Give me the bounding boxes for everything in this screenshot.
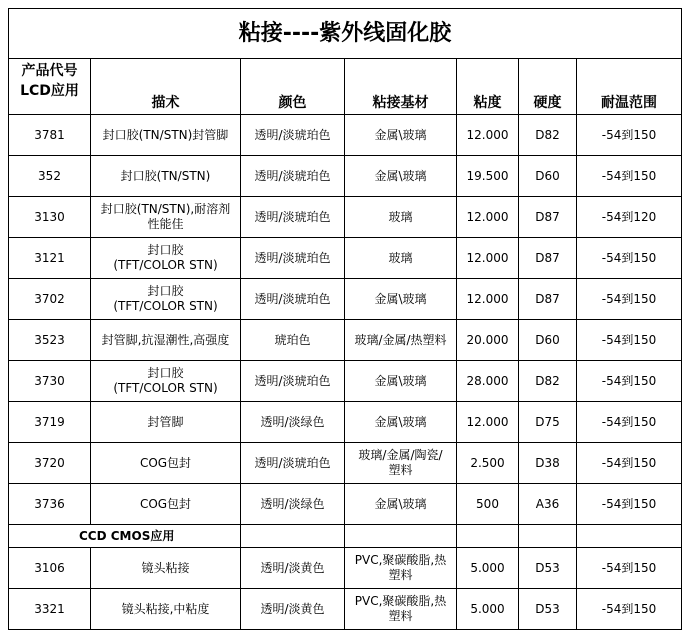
cell-color: 透明/淡绿色 <box>241 402 345 443</box>
cell-desc-line: 封口胶(TN/STN) <box>120 168 211 183</box>
cell-code: 352 <box>9 156 91 197</box>
cell-temp: -54到150 <box>577 402 682 443</box>
header-viscosity: 粘度 <box>457 59 519 115</box>
cell-viscosity: 28.000 <box>457 361 519 402</box>
cell-color: 透明/淡琥珀色 <box>241 238 345 279</box>
cell-temp: -54到120 <box>577 197 682 238</box>
cell-temp: -54到150 <box>577 443 682 484</box>
cell-desc-line: COG包封 <box>139 496 192 511</box>
cell-desc <box>91 402 241 443</box>
cell-temp: -54到150 <box>577 156 682 197</box>
cell-desc <box>91 589 241 630</box>
table-row <box>9 361 682 402</box>
cell-substrate-line: 玻璃/金属/热塑料 <box>354 332 447 347</box>
spec-sheet <box>8 8 681 630</box>
cell-desc-line: 封管脚,抗湿潮性,高强度 <box>101 332 230 347</box>
cell-viscosity: 12.000 <box>457 115 519 156</box>
cell-color: 琥珀色 <box>241 320 345 361</box>
section-row <box>9 525 682 548</box>
cell-hardness: D87 <box>519 238 577 279</box>
cell-substrate-line: 金属\玻璃 <box>374 291 427 306</box>
table-row <box>9 115 682 156</box>
section-empty-cell <box>519 525 577 548</box>
header-code-line1: 产品代号 <box>21 63 78 79</box>
cell-hardness: A36 <box>519 484 577 525</box>
cell-substrate <box>345 279 457 320</box>
cell-substrate <box>345 238 457 279</box>
cell-substrate-line: 金属\玻璃 <box>374 496 427 511</box>
table-row <box>9 443 682 484</box>
cell-viscosity: 12.000 <box>457 238 519 279</box>
header-code-line2: LCD应用 <box>20 83 79 99</box>
cell-temp: -54到150 <box>577 589 682 630</box>
cell-desc-line: COG包封 <box>139 455 192 470</box>
cell-substrate <box>345 115 457 156</box>
cell-desc-line: (TFT/COLOR STN) <box>113 299 218 313</box>
cell-desc-line: 封口胶(TN/STN),耐溶剂 <box>100 202 231 216</box>
cell-desc <box>91 238 241 279</box>
table-row <box>9 279 682 320</box>
cell-color: 透明/淡琥珀色 <box>241 443 345 484</box>
cell-hardness: D53 <box>519 589 577 630</box>
cell-desc <box>91 443 241 484</box>
cell-desc <box>91 484 241 525</box>
cell-substrate <box>345 589 457 630</box>
section-empty-cell <box>577 525 682 548</box>
ccd-rows <box>9 548 682 630</box>
adhesive-table <box>8 8 682 630</box>
cell-viscosity: 12.000 <box>457 197 519 238</box>
cell-viscosity: 19.500 <box>457 156 519 197</box>
cell-temp: -54到150 <box>577 279 682 320</box>
cell-code: 3321 <box>9 589 91 630</box>
cell-code: 3736 <box>9 484 91 525</box>
header-code <box>9 59 91 115</box>
cell-desc <box>91 320 241 361</box>
cell-viscosity: 500 <box>457 484 519 525</box>
table-row <box>9 402 682 443</box>
cell-color: 透明/淡绿色 <box>241 484 345 525</box>
cell-code: 3719 <box>9 402 91 443</box>
cell-desc-line: 封口胶(TN/STN)封管脚 <box>102 127 229 142</box>
cell-code: 3720 <box>9 443 91 484</box>
cell-substrate-line: 金属\玻璃 <box>374 414 427 429</box>
cell-substrate-line: 玻璃 <box>388 209 413 224</box>
cell-temp: -54到150 <box>577 320 682 361</box>
ccd-section <box>9 525 682 548</box>
cell-hardness: D60 <box>519 320 577 361</box>
section-empty-cell <box>241 525 345 548</box>
cell-substrate <box>345 320 457 361</box>
cell-desc-line: (TFT/COLOR STN) <box>113 258 218 272</box>
cell-code: 3106 <box>9 548 91 589</box>
table-row <box>9 156 682 197</box>
cell-code: 3121 <box>9 238 91 279</box>
cell-color: 透明/淡琥珀色 <box>241 115 345 156</box>
header-hardness: 硬度 <box>519 59 577 115</box>
cell-desc-line: 性能佳 <box>147 217 184 231</box>
cell-desc <box>91 279 241 320</box>
cell-temp: -54到150 <box>577 238 682 279</box>
cell-substrate-line: PVC,聚碳酸脂,热 <box>354 553 447 567</box>
cell-hardness: D75 <box>519 402 577 443</box>
cell-hardness: D60 <box>519 156 577 197</box>
section-empty-cell <box>457 525 519 548</box>
section-label: CCD CMOS应用 <box>9 525 241 548</box>
table-row <box>9 197 682 238</box>
cell-substrate <box>345 197 457 238</box>
cell-hardness: D38 <box>519 443 577 484</box>
cell-code: 3781 <box>9 115 91 156</box>
table-row <box>9 548 682 589</box>
cell-desc-line: 镜头粘接 <box>141 560 190 575</box>
cell-substrate-line: 塑料 <box>388 463 413 477</box>
cell-temp: -54到150 <box>577 361 682 402</box>
cell-substrate-line: PVC,聚碳酸脂,热 <box>354 594 447 608</box>
cell-substrate <box>345 402 457 443</box>
cell-substrate-line: 金属\玻璃 <box>374 127 427 142</box>
lcd-rows <box>9 115 682 525</box>
table-row <box>9 320 682 361</box>
cell-substrate-line: 玻璃 <box>388 250 413 265</box>
cell-substrate <box>345 361 457 402</box>
header-desc: 描术 <box>91 59 241 115</box>
cell-color: 透明/淡琥珀色 <box>241 197 345 238</box>
cell-color: 透明/淡琥珀色 <box>241 156 345 197</box>
section-empty-cell <box>345 525 457 548</box>
cell-desc <box>91 156 241 197</box>
cell-temp: -54到150 <box>577 484 682 525</box>
cell-color: 透明/淡黄色 <box>241 548 345 589</box>
table-row <box>9 238 682 279</box>
cell-code: 3130 <box>9 197 91 238</box>
cell-viscosity: 12.000 <box>457 279 519 320</box>
cell-viscosity: 5.000 <box>457 589 519 630</box>
header-temp: 耐温范围 <box>577 59 682 115</box>
cell-desc-line: 镜头粘接,中粘度 <box>121 601 210 616</box>
cell-code: 3730 <box>9 361 91 402</box>
header-color: 颜色 <box>241 59 345 115</box>
cell-desc <box>91 115 241 156</box>
cell-desc <box>91 197 241 238</box>
header-row <box>9 59 682 115</box>
table-row <box>9 589 682 630</box>
cell-code: 3523 <box>9 320 91 361</box>
cell-desc-line: 封管脚 <box>147 414 184 429</box>
cell-substrate <box>345 548 457 589</box>
cell-substrate <box>345 156 457 197</box>
cell-substrate-line: 玻璃/金属/陶瓷/ <box>358 448 443 462</box>
cell-substrate <box>345 484 457 525</box>
cell-hardness: D87 <box>519 279 577 320</box>
header-substrate: 粘接基材 <box>345 59 457 115</box>
cell-desc <box>91 361 241 402</box>
table-row <box>9 484 682 525</box>
cell-hardness: D82 <box>519 361 577 402</box>
cell-code: 3702 <box>9 279 91 320</box>
cell-substrate-line: 金属\玻璃 <box>374 168 427 183</box>
cell-color: 透明/淡琥珀色 <box>241 279 345 320</box>
cell-desc-line: 封口胶 <box>147 366 184 380</box>
cell-hardness: D53 <box>519 548 577 589</box>
cell-temp: -54到150 <box>577 115 682 156</box>
cell-hardness: D82 <box>519 115 577 156</box>
cell-temp: -54到150 <box>577 548 682 589</box>
cell-viscosity: 12.000 <box>457 402 519 443</box>
cell-viscosity: 5.000 <box>457 548 519 589</box>
table-title: 粘接----紫外线固化胶 <box>9 9 682 59</box>
cell-substrate-line: 金属\玻璃 <box>374 373 427 388</box>
cell-color: 透明/淡黄色 <box>241 589 345 630</box>
cell-viscosity: 2.500 <box>457 443 519 484</box>
cell-desc-line: 封口胶 <box>147 284 184 298</box>
cell-substrate-line: 塑料 <box>388 568 413 582</box>
cell-substrate <box>345 443 457 484</box>
cell-desc-line: 封口胶 <box>147 243 184 257</box>
cell-viscosity: 20.000 <box>457 320 519 361</box>
cell-substrate-line: 塑料 <box>388 609 413 623</box>
cell-hardness: D87 <box>519 197 577 238</box>
cell-desc-line: (TFT/COLOR STN) <box>113 381 218 395</box>
cell-color: 透明/淡琥珀色 <box>241 361 345 402</box>
cell-desc <box>91 548 241 589</box>
